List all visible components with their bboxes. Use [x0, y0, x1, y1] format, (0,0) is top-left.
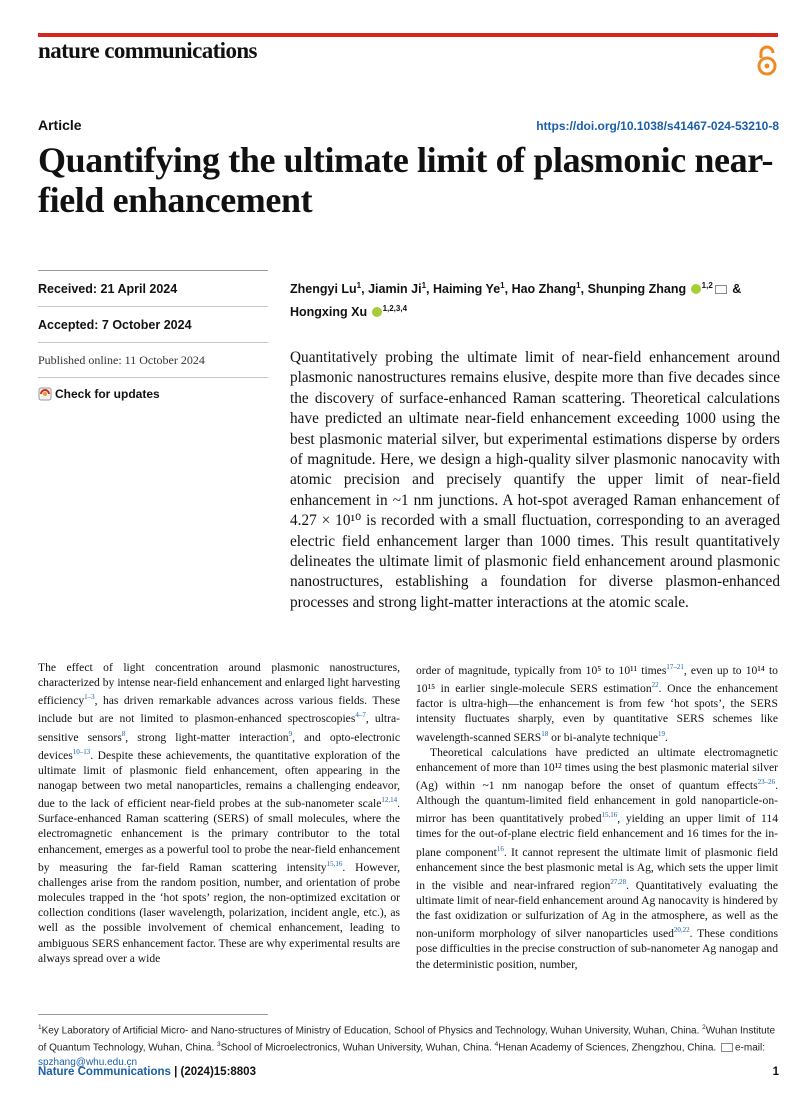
open-access-icon [755, 44, 779, 76]
citation-ref[interactable]: 19 [658, 729, 666, 738]
citation-ref[interactable]: 22 [651, 681, 659, 690]
affiliations [38, 1021, 780, 1070]
author-affiliation-ref: 1 [576, 281, 581, 290]
corresponding-email-link[interactable]: spzhang@whu.edu.cn [38, 1056, 138, 1068]
page-title: Quantifying the ultimate limit of plasmonic near-field enhancement [38, 140, 774, 220]
author-separator: & [728, 282, 742, 297]
journal-name[interactable]: nature communications [38, 38, 257, 63]
citation-ref[interactable]: 20,22 [673, 926, 690, 935]
body-paragraph: Theoretical calculations have predicted an ultimate electromagnetic enhancement of more than 10¹² times using the best plasmonic material silver (Ag) within ~1 nm nanogap before the onset of quantum effects$^{23-26}$. Although the quantum-limited field enhancement in gold nanoparticle-on-mirror has been quantitatively probed$^{15,16}$, yielding an upper limit of 114 times for the out-of-plane electric field enhancement and 16 times for the in-plane component$^{16}$. It cannot represent the ultimate limit of plasmonic field enhancement since the best plasmonic metal is Ag, which sets the upper limit in the visible and near-infrared region$^{27,28}$. Quantitatively evaluating the ultimate limit of near-field enhancement around Ag nanocavity is hindered by the fast oxidization or sulfurization of Ag in the atmosphere, as well as the non-uniform morphology of silver nanoparticles used$^{20,22}$. These conditions pose difficulties in the precise construction of sub-nanometer Ag nanogap and the deterministic position, number, [416, 745, 778, 971]
article-history [38, 270, 268, 401]
affiliation-text: School of Microelectronics, Wuhan University, Wuhan, China. [220, 1042, 495, 1054]
author-affiliation-ref: 1 [421, 281, 427, 290]
check-updates-icon [38, 387, 52, 401]
author-list [290, 276, 770, 322]
author-name[interactable]: Haiming Ye [432, 282, 501, 297]
orcid-icon[interactable] [691, 284, 701, 294]
received-date: Received: 21 April 2024 [38, 271, 268, 307]
citation-ref[interactable]: 17–21 [666, 663, 684, 671]
affiliation-number: 3 [217, 1041, 221, 1049]
citation-ref[interactable]: 18 [541, 729, 549, 738]
citation-ref[interactable]: 8 [121, 729, 126, 738]
footer-volume: | (2024)15:8803 [170, 1066, 256, 1078]
journal-accent-bar [38, 33, 778, 37]
citation-ref[interactable]: 9 [288, 729, 293, 738]
check-for-updates-label: Check for updates [55, 387, 160, 401]
divider [38, 1014, 268, 1015]
body-column-right [416, 660, 778, 972]
article-type: Article [38, 117, 82, 133]
body-column-left [38, 660, 400, 966]
accepted-date: Accepted: 7 October 2024 [38, 307, 268, 343]
footer-citation [38, 1066, 256, 1078]
author-name[interactable]: Zhengyi Lu [290, 282, 357, 297]
author-affiliation-ref: 1 [500, 281, 505, 290]
doi-link[interactable]: https://doi.org/10.1038/s41467-024-53210-8 [536, 119, 779, 133]
author-separator: , [580, 282, 588, 297]
author-affiliation-ref: 1 [356, 281, 362, 290]
citation-ref[interactable]: 23–26 [757, 778, 776, 786]
affiliation-number: 1 [38, 1024, 42, 1031]
body-paragraph: order of magnitude, typically from 10⁵ to 10¹¹ times$^{17-21}$, even up to 10¹⁴ to 10¹⁵ in earlier single-molecule SERS estimation$^{22}$. Once the enhancement factor is ultra-high—the enhancement is from few ‘hot spots’, the SERS intensity fluctuates sharply, even by quantitative SERS schemes like wavelength-scanned SERS$^{18}$ or bi-analyte technique$^{19}$. [416, 663, 779, 744]
citation-ref[interactable]: 10–13 [72, 747, 91, 756]
citation-ref[interactable]: 1–3 [84, 693, 95, 702]
affiliation-text: Key Laboratory of Artificial Micro- and Nano-structures of Ministry of Education, School of Physics and Technology, Wuhan University, Wuhan, China. [41, 1025, 703, 1037]
affiliation-text: Wuhan Institute of Quantum Technology, Wuhan, China. [38, 1025, 776, 1054]
affiliation-number: 4 [494, 1041, 499, 1049]
author-name[interactable]: Shunping Zhang [587, 282, 687, 297]
author-name[interactable]: Hao Zhang [511, 282, 577, 297]
footer-journal-link[interactable]: Nature Communications [38, 1066, 171, 1078]
author-separator: , [504, 282, 512, 297]
citation-ref[interactable]: 27,28 [610, 877, 627, 886]
citation-ref[interactable]: 12,14 [381, 796, 398, 805]
page-number: 1 [772, 1066, 779, 1078]
citation-ref[interactable]: 15,16 [601, 811, 618, 820]
author-name[interactable]: Hongxing Xu [290, 305, 368, 320]
email-label: e-mail: [734, 1042, 765, 1054]
abstract: Quantitatively probing the ultimate limit of near-field enhancement around plasmonic nanostructures remains elusive, despite more than five decades since the discovery of surface-enhanced Raman scattering. Theoretical calculations have predicted an ultimate near-field enhancement exceeding 1000 using the best plasmonic material silver, but experimental estimations disperse by orders of magnitude. Here, we design a high-quality silver plasmonic nanocavity with atomic precision and precisely quantify the upper limit of near-field enhancement in ~1 nm junctions. A hot-spot averaged Raman enhancement of 4.27 × 10¹⁰ is recorded with a small fluctuation, corresponding to an averaged electric field enhancement larger than 1000 times. This result quantitatively delineates the ultimate limit of plasmonic field enhancement around plasmonic nanostructures, establishing a foundation for diverse plasmon-enhanced processes and strong light-matter interactions at the atomic scale. [290, 349, 780, 611]
affiliation-text: Henan Academy of Sciences, Zhengzhou, China. [498, 1042, 719, 1054]
affiliation-number: 2 [702, 1024, 706, 1031]
citation-ref[interactable]: 15,16 [326, 859, 343, 868]
body-paragraph: The effect of light concentration around plasmonic nanostructures, characterized by intense near-field enhancement and enlarged light harvesting efficiency$^{1-3}$, has driven remarkable advances across various fields. These include but are not limited to plasmon-enhanced spectroscopies$^{4-7}$, ultra-sensitive sensors$^8$, strong light-matter interaction$^9$, and opto-electronic devices$^{10-13}$. Despite these achievements, the quantitative exploration of the ultimate limit of plasmonic field enhancement, often appearing in the nanogap between two metal nanoparticles, remains a challenging endeavor, due to the lack of efficient near-field probes at the sub-nanometer scale$^{12,14}$. Surface-enhanced Raman scattering (SERS) of small molecules, where the electromagnetic enhancement is the primary contributor to the total enhancement, emerges as a powerful tool to probe the near-field enhancement by measuring the far-field Raman scattering intensity$^{15,16}$. However, challenges arise from the random position, number, and orientation of probe molecules trapped in the ‘hot spots’ region, the non-optimized excitation or collection conditions (laser wavelength, polarization, incident angle, etc.), as well as the possible involvement of chemical enhancement, leading to ambiguous SERS enhancement factor. These are why experimental results are always spread over a wide [38, 661, 400, 965]
orcid-icon[interactable] [372, 307, 382, 317]
author-affiliation-ref: 1,2,3,4 [382, 304, 408, 314]
author-separator: , [361, 282, 369, 297]
author-affiliation-ref: 1,2 [701, 281, 713, 290]
citation-ref[interactable]: 4–7 [355, 711, 366, 720]
citation-ref[interactable]: 16 [496, 844, 504, 853]
author-separator: , [426, 282, 433, 297]
author-name[interactable]: Jiamin Ji [368, 282, 422, 297]
email-icon [721, 1043, 733, 1052]
check-for-updates-button[interactable] [38, 378, 268, 401]
published-date: Published online: 11 October 2024 [38, 343, 268, 378]
email-icon[interactable] [715, 285, 727, 294]
